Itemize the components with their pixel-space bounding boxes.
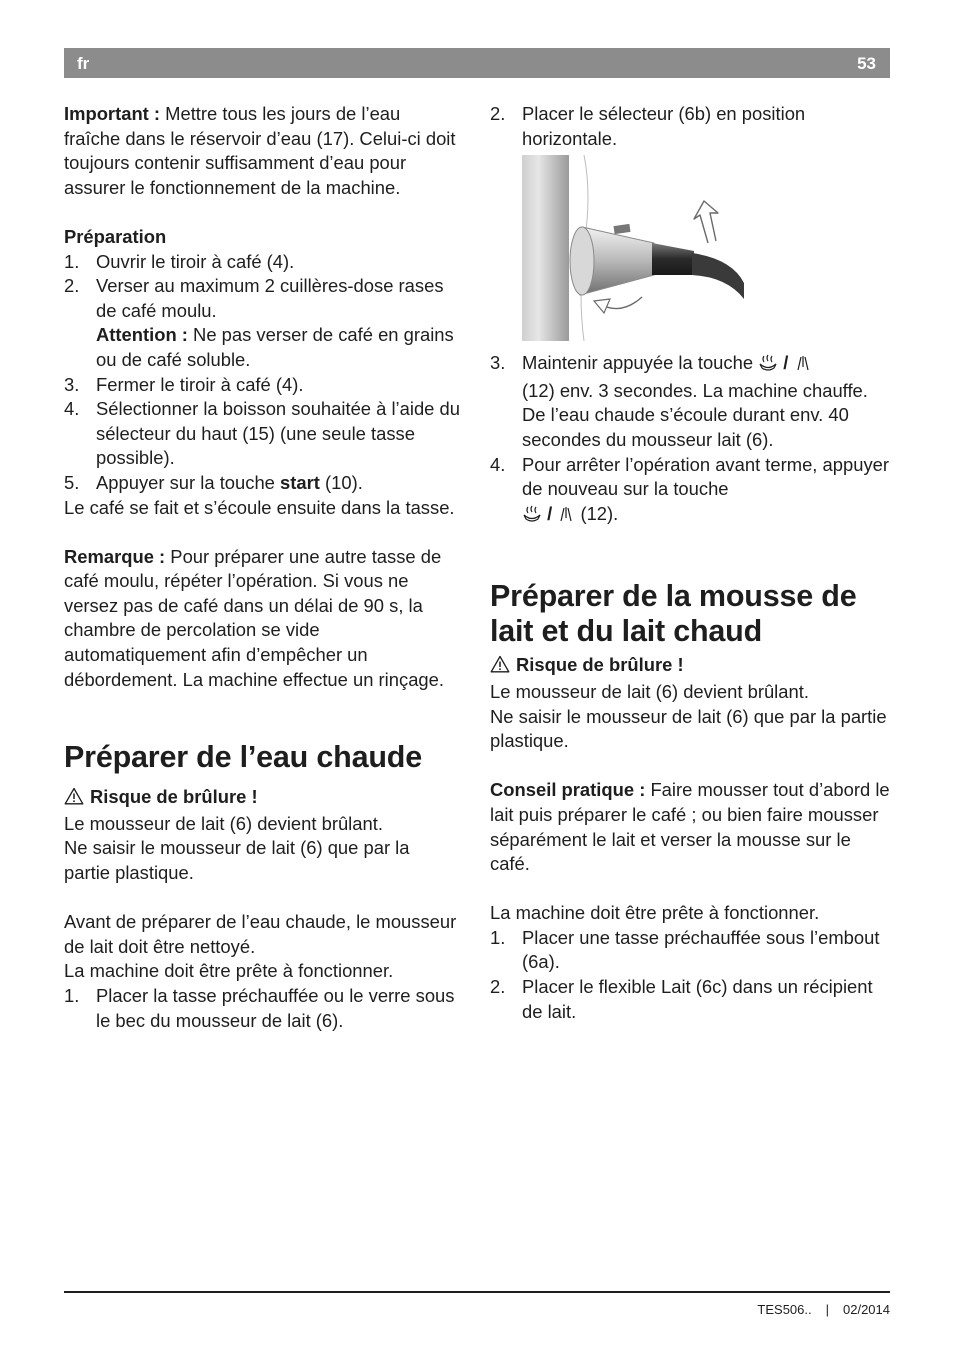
slash-separator: / xyxy=(778,352,794,374)
step-number: 4. xyxy=(490,453,506,475)
burn-risk-warning xyxy=(490,653,892,680)
conseil-text: Faire mousser tout d’abord le lait puis préparer le café ; ou bien faire mousser séparément le lait et verser la mousse sur le café. xyxy=(490,779,890,875)
important-text: Mettre tous les jours de l’eau fraîche dans le réservoir d’eau (17). Celui-ci doit toujours contenir suffisamment d’eau pour assurer le fonctionnement de la machine. xyxy=(64,103,456,198)
remarque-label: Remarque : xyxy=(64,545,166,567)
attention-text: Ne pas verser de café en grains ou de café soluble. xyxy=(96,324,454,370)
burn-risk-label: Risque de brûlure ! xyxy=(90,786,258,808)
coffee-flow-text: Le café se fait et s’écoule ensuite dans la tasse. xyxy=(64,496,455,518)
hot-water-steps-end xyxy=(490,351,892,529)
list-item xyxy=(64,397,460,471)
step-number: 2. xyxy=(490,976,506,998)
list-item xyxy=(490,102,892,151)
list-item xyxy=(490,926,892,975)
milk-foam-steps xyxy=(490,926,892,1024)
step-text: Maintenir appuyée la touche xyxy=(522,352,759,374)
burn-risk-text-1: Le mousseur de lait (6) devient brûlant. xyxy=(64,812,383,834)
hot-water-icon xyxy=(557,505,575,530)
step-number: 3. xyxy=(64,373,80,395)
step-text: Placer une tasse préchauffée sous l’embout (6a). xyxy=(522,926,880,973)
list-item xyxy=(490,453,892,530)
list-item xyxy=(490,975,892,1024)
step-text: Placer le sélecteur (6b) en position horizontale. xyxy=(522,103,806,149)
list-item xyxy=(64,250,460,275)
step-number: 4. xyxy=(64,398,80,420)
burn-risk-label: Risque de brûlure ! xyxy=(516,654,684,676)
warning-triangle-icon xyxy=(490,655,510,680)
step-text: Fermer le tiroir à café (4). xyxy=(96,373,304,395)
model-number: TES506.. xyxy=(757,1302,812,1317)
step-text: Pour arrêter l’opération avant terme, appuyer de nouveau sur la touche xyxy=(522,453,889,500)
conseil-label: Conseil pratique : xyxy=(490,779,646,801)
remarque-note xyxy=(64,545,460,693)
hot-water-steps-continued xyxy=(490,102,892,151)
right-column xyxy=(490,102,892,1024)
language-code: fr xyxy=(77,54,90,73)
footer-rule xyxy=(64,1291,890,1293)
preparation-title: Préparation xyxy=(64,225,167,247)
selector-illustration xyxy=(522,155,744,341)
step-number: 1. xyxy=(64,250,80,272)
machine-ready-text: La machine doit être prête à fonctionner. xyxy=(490,902,820,924)
step-number: 1. xyxy=(490,926,506,948)
footer-date: 02/2014 xyxy=(843,1302,890,1317)
important-label: Important : xyxy=(64,103,161,124)
step-text: Appuyer sur la touche xyxy=(96,471,281,493)
milk-foam-heading: Préparer de la mousse de lait et du lait chaud xyxy=(490,579,857,649)
attention-label: Attention : xyxy=(96,324,188,346)
warning-triangle-icon xyxy=(64,787,84,812)
hot-water-steps xyxy=(64,984,460,1033)
start-key-label: start xyxy=(280,471,320,493)
step-number: 1. xyxy=(64,985,80,1006)
steam-icon xyxy=(522,505,542,530)
steam-icon xyxy=(758,354,778,379)
step-text-end: (10). xyxy=(319,471,363,493)
important-note xyxy=(64,102,460,200)
step-text-end: (12) env. 3 secondes. La machine chauffe. De l’eau chaude s’écoule durant env. 40 secondes du mousseur lait (6). xyxy=(522,379,868,450)
list-item xyxy=(490,351,892,452)
hot-water-heading: Préparer de l’eau chaude xyxy=(64,740,422,775)
step-number: 2. xyxy=(64,275,80,297)
list-item xyxy=(64,984,460,1033)
list-item xyxy=(64,373,460,398)
step-text: Verser au maximum 2 cuillères-dose rases de café moulu. xyxy=(96,275,444,321)
step-text: Placer la tasse préchauffée ou le verre sous le bec du mousseur de lait (6). xyxy=(96,985,455,1031)
step-number: 2. xyxy=(490,103,506,124)
burn-risk-text-2: Ne saisir le mousseur de lait (6) que par la partie plastique. xyxy=(64,837,410,884)
step-text: Placer le flexible Lait (6c) dans un récipient de lait. xyxy=(522,976,873,1022)
page-header-bar xyxy=(64,48,890,78)
remarque-text: Pour préparer une autre tasse de café moulu, répéter l’opération. Si vous ne versez pas de café dans un délai de 90 s, la chambre de percolation se vide automatiquement afin d’empêcher un débordement. La machine effectue un rinçage. xyxy=(64,545,444,690)
burn-risk-text-1: Le mousseur de lait (6) devient brûlant. xyxy=(490,680,809,702)
hot-water-icon xyxy=(794,354,812,379)
list-item xyxy=(64,274,460,372)
burn-risk-text-2: Ne saisir le mousseur de lait (6) que par la partie plastique. xyxy=(490,705,887,752)
left-column xyxy=(64,102,460,1033)
preparation-steps xyxy=(64,250,460,496)
step-number: 3. xyxy=(490,352,506,374)
step-number: 5. xyxy=(64,471,80,493)
list-item xyxy=(64,471,460,496)
step-text-end: (12). xyxy=(575,502,619,524)
conseil-note xyxy=(490,778,892,876)
cleaning-requirement-text: Avant de préparer de l’eau chaude, le mousseur de lait doit être nettoyé. xyxy=(64,911,457,957)
burn-risk-warning xyxy=(64,785,460,812)
footer-separator: | xyxy=(825,1302,829,1317)
page-number: 53 xyxy=(857,54,876,73)
machine-ready-text: La machine doit être prête à fonctionner. xyxy=(64,960,394,982)
step-text: Ouvrir le tiroir à café (4). xyxy=(96,250,295,272)
page-footer xyxy=(757,1298,890,1323)
slash-separator: / xyxy=(542,502,558,524)
step-text: Sélectionner la boisson souhaitée à l’aide du sélecteur du haut (15) (une seule tasse possible). xyxy=(96,398,460,469)
